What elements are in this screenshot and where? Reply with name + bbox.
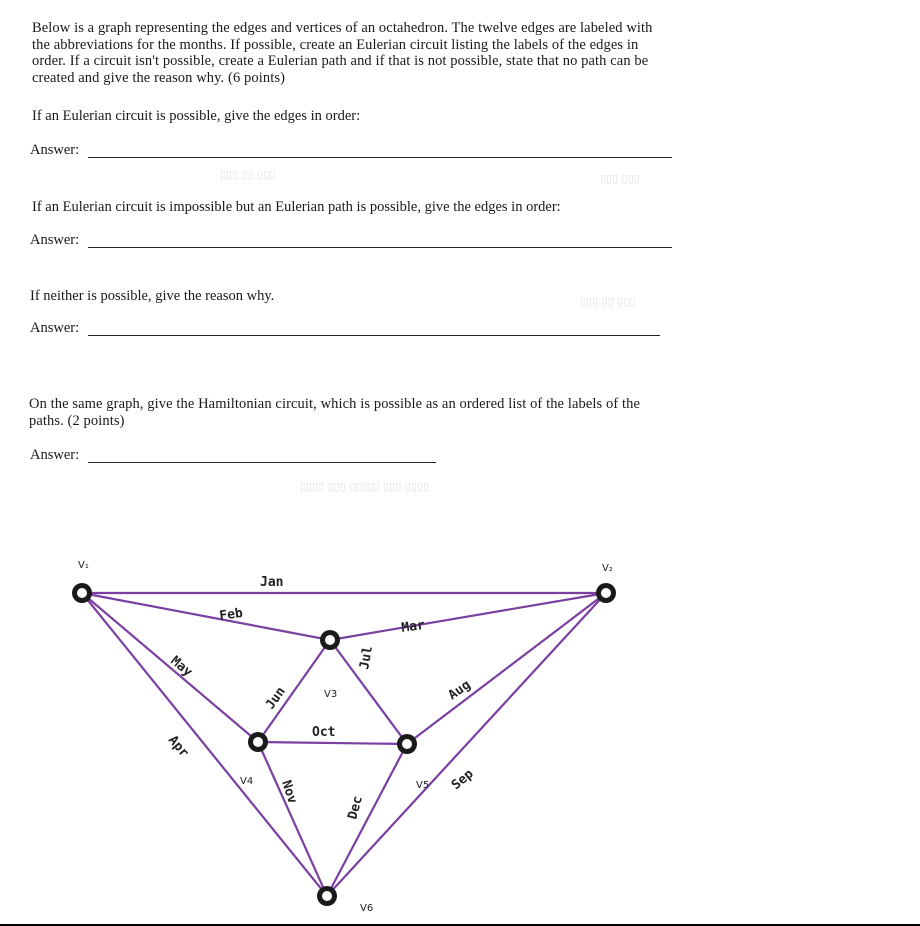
- hamilton-prompt: On the same graph, give the Hamiltonian circuit, which is possible as an ordered list of the labels of the paths. (2 points): [29, 396, 640, 429]
- edge-label-may: May: [167, 653, 196, 681]
- vertex-v3: [320, 630, 340, 650]
- question-intro: Below is a graph representing the edges and vertices of an octahedron. The twelve edges are labeled with the abbreviations for the months. If possible, create an Eulerian circuit listing the labels of the edges in order. If a circuit isn't possible, create a Eulerian path and if that is not possible, state that no path can be created and give the reason why. (6 points): [32, 20, 653, 86]
- answer-row-1: [30, 142, 680, 162]
- edge-label-jul: Jul: [357, 644, 377, 671]
- edge-label-oct: Oct: [312, 725, 336, 740]
- answer-line-1[interactable]: [88, 157, 672, 158]
- vertex-label-v1: V₁: [78, 560, 89, 571]
- vertex-v2: [596, 583, 616, 603]
- bleed-through-text: ▯▯▯ ▯▯▯: [600, 172, 640, 185]
- edge-label-jan: Jan: [260, 575, 284, 590]
- vertex-label-v2: V₂: [602, 563, 613, 574]
- edge-label-mar: Mar: [400, 617, 426, 636]
- vertex-v4: [248, 732, 268, 752]
- bleed-through-text: ▯▯▯▯ ▯▯▯ ▯▯▯▯▯ ▯▯▯ ▯▯▯▯: [300, 480, 429, 493]
- edge-label-apr: Apr: [164, 732, 192, 761]
- answer-row-hamilton: [30, 447, 450, 467]
- edge-label-feb: Feb: [218, 605, 244, 624]
- edge-label-aug: Aug: [445, 677, 474, 704]
- part2-prompt: If an Eulerian circuit is impossible but an Eulerian path is possible, give the edges in order:: [32, 199, 561, 215]
- edge-feb: [82, 593, 330, 640]
- edge-label-dec: Dec: [345, 794, 366, 822]
- part3-prompt: If neither is possible, give the reason why.: [30, 288, 275, 304]
- edge-oct: [258, 742, 407, 744]
- vertex-label-v6: V6: [360, 903, 374, 914]
- vertex-label-v4: V4: [240, 776, 254, 787]
- vertex-label-v5: V5: [416, 780, 430, 791]
- edge-apr: [82, 593, 327, 896]
- answer-line-hamilton[interactable]: [88, 462, 436, 463]
- edge-aug: [407, 593, 606, 744]
- bleed-through-text: ▯▯▯ ▯▯ ▯▯▯: [220, 168, 276, 181]
- vertex-v5: [397, 734, 417, 754]
- answer-line-2[interactable]: [88, 247, 672, 248]
- vertex-v6: [317, 886, 337, 906]
- edge-mar: [330, 593, 606, 640]
- answer-label: Answer:: [30, 142, 80, 158]
- answer-line-3[interactable]: [88, 335, 660, 336]
- edge-label-jun: Jun: [262, 684, 289, 713]
- answer-label: Answer:: [30, 447, 80, 463]
- answer-row-2: [30, 232, 680, 252]
- edge-label-nov: Nov: [278, 778, 300, 806]
- edge-label-sep: Sep: [448, 766, 477, 794]
- bleed-through-text: ▯▯▯ ▯▯ ▯▯▯: [580, 295, 636, 308]
- answer-row-3: [30, 320, 680, 340]
- vertex-v1: [72, 583, 92, 603]
- answer-label: Answer:: [30, 232, 80, 248]
- edge-dec: [327, 744, 407, 896]
- part1-prompt: If an Eulerian circuit is possible, give the edges in order:: [32, 108, 361, 124]
- edge-nov: [258, 742, 327, 896]
- octahedron-graph: [0, 540, 920, 924]
- vertex-label-v3: V3: [324, 689, 338, 700]
- answer-label: Answer:: [30, 320, 80, 336]
